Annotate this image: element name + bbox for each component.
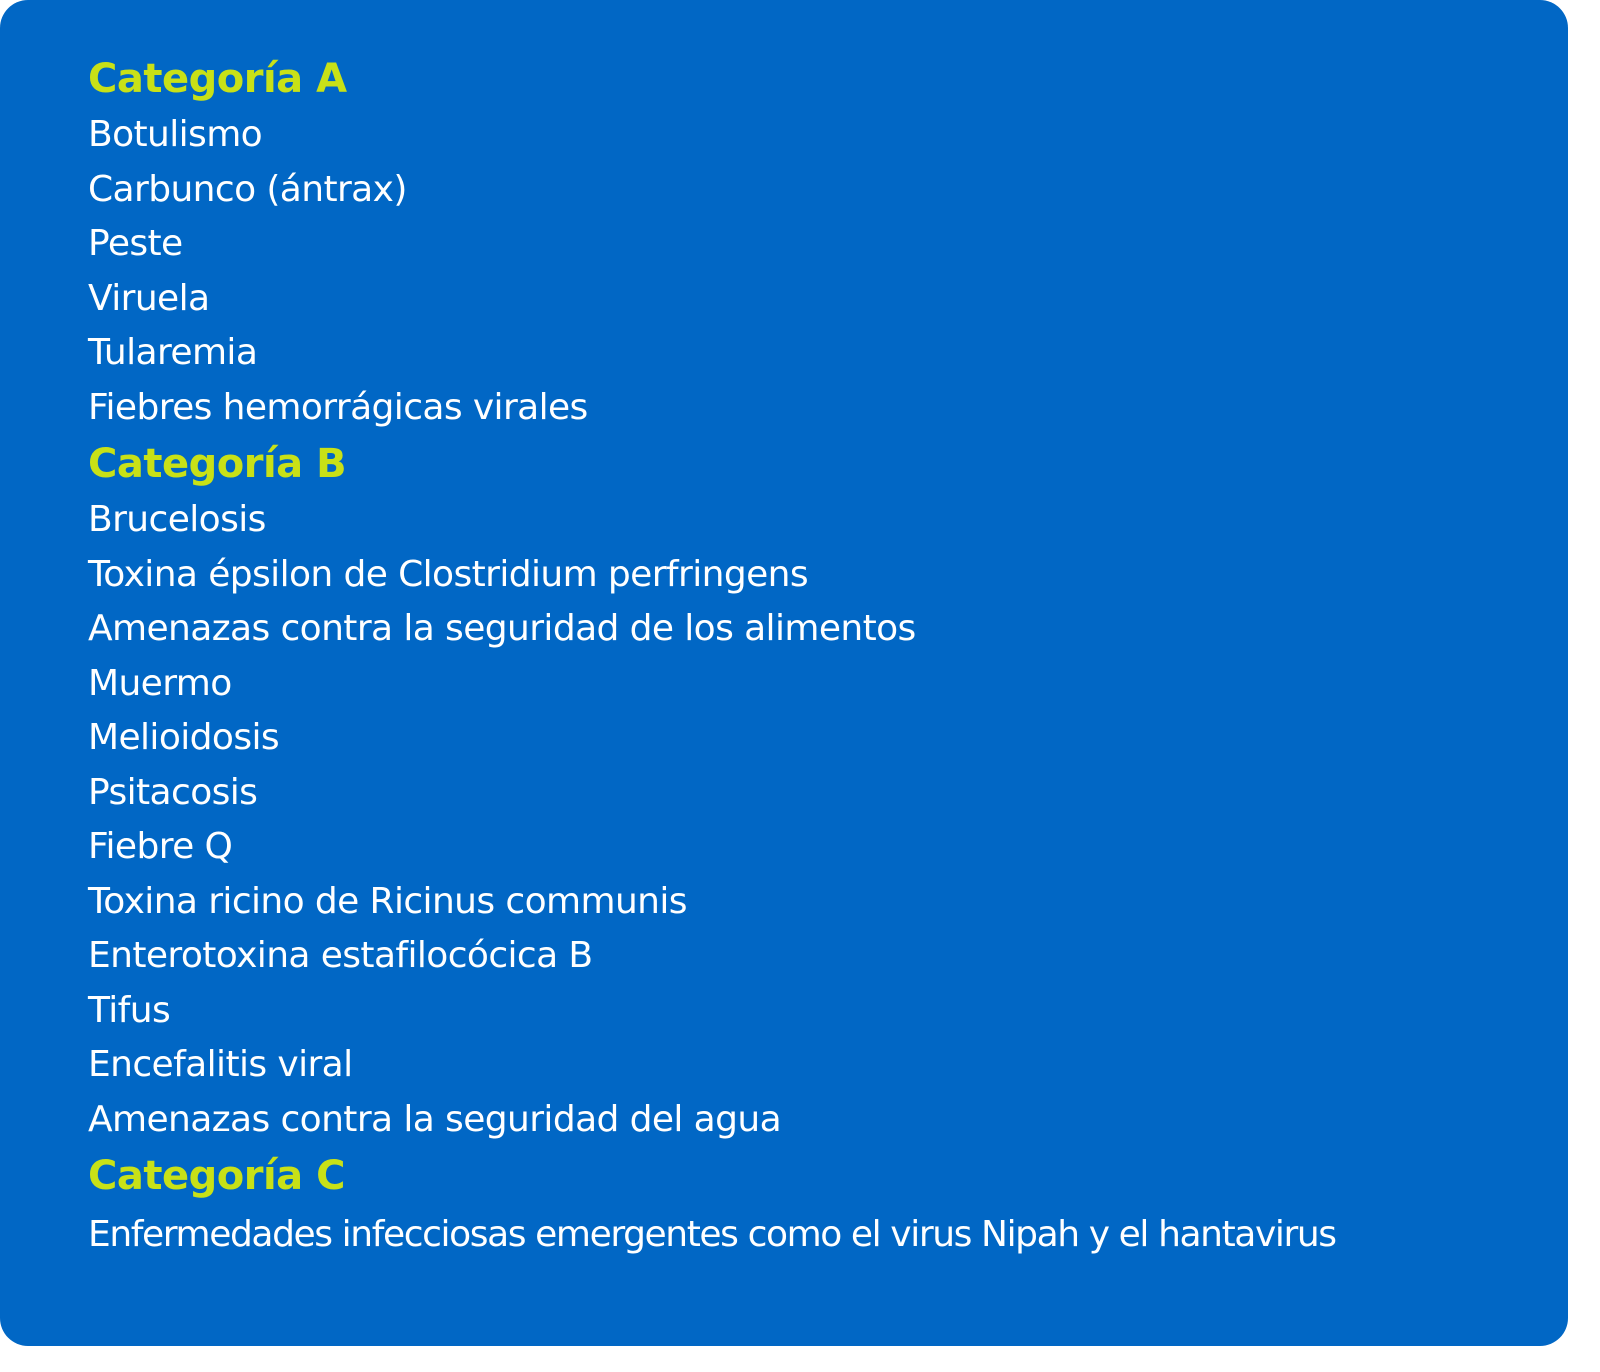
list-item: Botulismo: [88, 114, 263, 155]
list-item: Psitacosis: [88, 771, 258, 813]
list-item: Enterotoxina estafilocócica B: [88, 935, 593, 976]
category-list: [88, 50, 1548, 1265]
list-item: Melioidosis: [88, 717, 280, 758]
section-category-b: [88, 435, 1548, 1147]
list-item: Tifus: [88, 989, 171, 1031]
section-title: Categoría A: [88, 56, 347, 102]
list-item: Viruela: [88, 277, 210, 319]
section-category-a: [88, 50, 1548, 435]
list-item: Toxina ricino de Ricinus communis: [88, 880, 687, 922]
list-item: Fiebres hemorrágicas virales: [88, 386, 588, 428]
list-item: Enfermedades infecciosas emergentes como el virus Nipah y el hantavirus: [88, 1214, 1336, 1255]
section-category-c: [88, 1147, 1548, 1265]
list-item: Amenazas contra la seguridad de los alimentos: [88, 608, 916, 649]
list-item: Carbunco (ántrax): [88, 168, 407, 210]
list-item: Toxina épsilon de Clostridium perfringens: [88, 553, 808, 595]
list-item: Amenazas contra la seguridad del agua: [88, 1098, 782, 1140]
section-title: Categoría B: [88, 441, 347, 487]
list-item: Encefalitis viral: [88, 1044, 353, 1085]
list-item: Fiebre Q: [88, 826, 233, 867]
list-item: Muermo: [88, 662, 232, 704]
list-item: Tularemia: [88, 332, 258, 373]
list-item: Brucelosis: [88, 499, 266, 540]
list-item: Peste: [88, 223, 183, 264]
section-title: Categoría C: [88, 1153, 345, 1199]
